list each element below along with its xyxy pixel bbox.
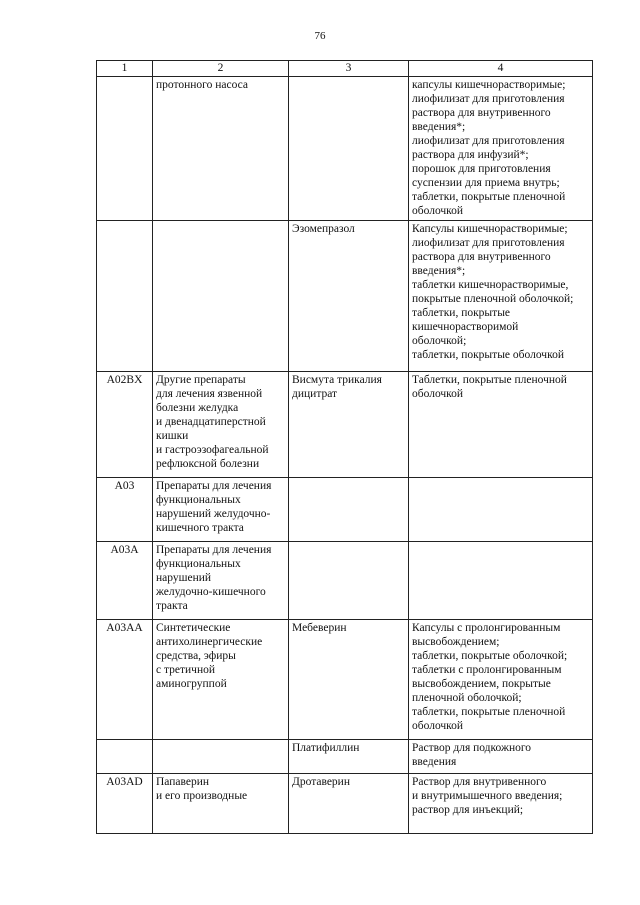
cell-text-line: желудочно-кишечного bbox=[156, 586, 266, 598]
cell-text-line: нарушений bbox=[156, 572, 212, 584]
cell-text-line: оболочкой bbox=[412, 205, 464, 217]
drug-table bbox=[96, 60, 593, 834]
cell-forms bbox=[409, 372, 593, 478]
cell-text-line: Раствор для подкожного bbox=[412, 742, 532, 754]
cell-text-line: Раствор для внутривенного bbox=[412, 776, 547, 788]
cell-text-line: Синтетические bbox=[156, 622, 231, 634]
cell-text-line: суспензии для приема внутрь; bbox=[412, 177, 560, 189]
cell-text-line: таблетки, покрытые пленочной bbox=[412, 191, 566, 203]
cell-text-line: введения bbox=[412, 756, 457, 768]
cell-text-line: кишечнорастворимой bbox=[412, 321, 519, 333]
column-header-drug: 3 bbox=[289, 61, 409, 77]
cell-atc-code: A03A bbox=[97, 542, 153, 620]
cell-text-line: таблетки кишечнорастворимые, bbox=[412, 279, 569, 291]
cell-atc-code bbox=[97, 221, 153, 372]
cell-drug bbox=[289, 478, 409, 542]
cell-text-line: оболочкой; bbox=[412, 335, 467, 347]
cell-text-line: капсулы кишечнорастворимые; bbox=[412, 79, 566, 91]
cell-text-line: Капсулы кишечнорастворимые; bbox=[412, 223, 568, 235]
cell-text-line: оболочкой bbox=[412, 388, 464, 400]
cell-text-line: Платифиллин bbox=[292, 742, 360, 754]
cell-text-line: кишки bbox=[156, 430, 189, 442]
cell-forms bbox=[409, 478, 593, 542]
column-header-group: 2 bbox=[153, 61, 289, 77]
cell-text-line: средства, эфиры bbox=[156, 650, 236, 662]
cell-text-line: функциональных bbox=[156, 494, 241, 506]
cell-text-line: таблетки, покрытые пленочной bbox=[412, 706, 566, 718]
cell-forms bbox=[409, 77, 593, 221]
cell-forms bbox=[409, 774, 593, 834]
cell-text-line: и его производные bbox=[156, 790, 248, 802]
cell-group bbox=[153, 542, 289, 620]
table-row bbox=[97, 77, 593, 221]
cell-text-line: оболочкой bbox=[412, 720, 464, 732]
cell-text-line: Таблетки, покрытые пленочной bbox=[412, 374, 567, 386]
cell-atc-code bbox=[97, 740, 153, 774]
cell-text-line: с третичной bbox=[156, 664, 216, 676]
cell-forms bbox=[409, 221, 593, 372]
cell-text-line: Папаверин bbox=[156, 776, 210, 788]
cell-text-line: и двенадцатиперстной bbox=[156, 416, 266, 428]
cell-text-line: функциональных bbox=[156, 558, 241, 570]
cell-text-line: и внутримышечного введения; bbox=[412, 790, 563, 802]
table-row bbox=[97, 774, 593, 834]
cell-group bbox=[153, 774, 289, 834]
cell-drug bbox=[289, 372, 409, 478]
cell-text-line: протонного насоса bbox=[156, 79, 248, 91]
cell-text-line: раствора для инфузий*; bbox=[412, 149, 529, 161]
cell-text-line: Препараты для лечения bbox=[156, 544, 272, 556]
cell-text-line: лиофилизат для приготовления bbox=[412, 135, 565, 147]
cell-text-line: таблетки, покрытые оболочкой; bbox=[412, 650, 568, 662]
cell-text-line: введения*; bbox=[412, 265, 466, 277]
table-body bbox=[97, 77, 593, 834]
cell-text-line: таблетки, покрытые bbox=[412, 307, 511, 319]
cell-atc-code: A02BX bbox=[97, 372, 153, 478]
cell-text-line: нарушений желудочно- bbox=[156, 508, 271, 520]
cell-text-line: раствора для внутривенного bbox=[412, 251, 551, 263]
cell-text-line: тракта bbox=[156, 600, 188, 612]
cell-text-line: Капсулы с пролонгированным bbox=[412, 622, 561, 634]
cell-text-line: порошок для приготовления bbox=[412, 163, 551, 175]
table-header-row bbox=[97, 61, 593, 77]
cell-forms bbox=[409, 542, 593, 620]
cell-group bbox=[153, 221, 289, 372]
table-row bbox=[97, 542, 593, 620]
cell-atc-code bbox=[97, 77, 153, 221]
cell-text-line: таблетки с пролонгированным bbox=[412, 664, 562, 676]
cell-text-line: кишечного тракта bbox=[156, 522, 244, 534]
page-number: 76 bbox=[314, 30, 326, 42]
cell-atc-code: A03AD bbox=[97, 774, 153, 834]
cell-text-line: высвобождением, покрытые bbox=[412, 678, 551, 690]
cell-text-line: введения*; bbox=[412, 121, 466, 133]
cell-text-line: аминогруппой bbox=[156, 678, 227, 690]
cell-group bbox=[153, 740, 289, 774]
cell-forms bbox=[409, 740, 593, 774]
cell-group bbox=[153, 620, 289, 740]
cell-group bbox=[153, 478, 289, 542]
cell-text-line: высвобождением; bbox=[412, 636, 500, 648]
cell-text-line: дицитрат bbox=[292, 388, 338, 400]
cell-drug bbox=[289, 774, 409, 834]
cell-drug bbox=[289, 221, 409, 372]
cell-text-line: антихолинергические bbox=[156, 636, 263, 648]
cell-text-line: лиофилизат для приготовления bbox=[412, 237, 565, 249]
cell-text-line: покрытые пленочной оболочкой; bbox=[412, 293, 574, 305]
cell-text-line: пленочной оболочкой; bbox=[412, 692, 522, 704]
table-row bbox=[97, 221, 593, 372]
column-header-forms: 4 bbox=[409, 61, 593, 77]
cell-text-line: раствор для инъекций; bbox=[412, 804, 524, 816]
cell-text-line: рефлюксной болезни bbox=[156, 458, 260, 470]
cell-text-line: Висмута трикалия bbox=[292, 374, 382, 386]
cell-drug bbox=[289, 77, 409, 221]
cell-forms bbox=[409, 620, 593, 740]
cell-drug bbox=[289, 740, 409, 774]
cell-drug bbox=[289, 542, 409, 620]
cell-group bbox=[153, 77, 289, 221]
cell-text-line: болезни желудка bbox=[156, 402, 239, 414]
cell-text-line: Дротаверин bbox=[292, 776, 350, 788]
cell-text-line: Препараты для лечения bbox=[156, 480, 272, 492]
cell-atc-code: A03 bbox=[97, 478, 153, 542]
cell-drug bbox=[289, 620, 409, 740]
cell-text-line: Эзомепразол bbox=[292, 223, 355, 235]
table-row bbox=[97, 372, 593, 478]
table-row bbox=[97, 478, 593, 542]
cell-text-line: и гастроэзофагеальной bbox=[156, 444, 269, 456]
cell-group bbox=[153, 372, 289, 478]
column-header-code: 1 bbox=[97, 61, 153, 77]
cell-text-line: для лечения язвенной bbox=[156, 388, 263, 400]
cell-text-line: таблетки, покрытые оболочкой bbox=[412, 349, 564, 361]
cell-text-line: лиофилизат для приготовления bbox=[412, 93, 565, 105]
cell-text-line: Другие препараты bbox=[156, 374, 246, 386]
cell-atc-code: A03AA bbox=[97, 620, 153, 740]
table-row bbox=[97, 620, 593, 740]
cell-text-line: раствора для внутривенного bbox=[412, 107, 551, 119]
cell-text-line: Мебеверин bbox=[292, 622, 347, 634]
table-row bbox=[97, 740, 593, 774]
